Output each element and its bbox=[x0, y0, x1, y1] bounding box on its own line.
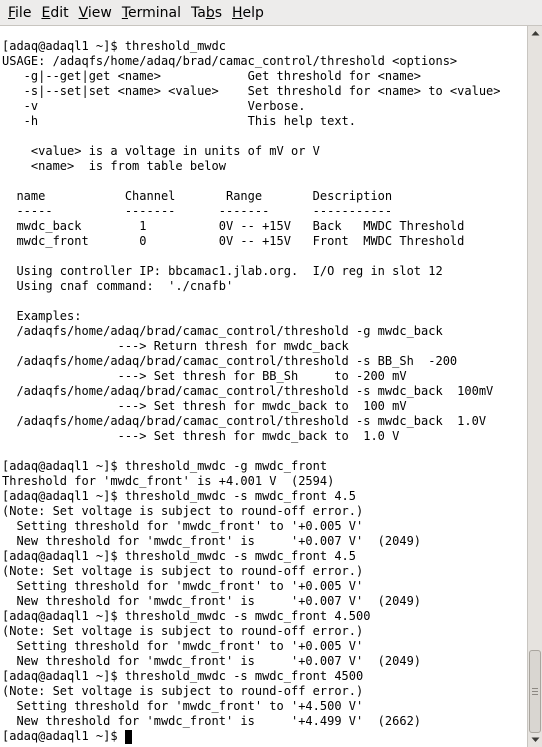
menu-tabs-mnemonic: b bbox=[205, 4, 215, 21]
terminal-line: ---> Set thresh for mwdc_back to 100 mV bbox=[2, 399, 407, 413]
terminal-line: USAGE: /adaqfs/home/adaq/brad/camac_control/threshold <options> bbox=[2, 54, 458, 68]
text-cursor bbox=[125, 730, 132, 744]
terminal-line bbox=[2, 129, 501, 144]
terminal-line: ---> Return thresh for mwdc_back bbox=[2, 339, 349, 353]
terminal-line: New threshold for 'mwdc_front' is '+0.007 V' (2049) bbox=[2, 534, 422, 548]
terminal-line: /adaqfs/home/adaq/brad/camac_control/threshold -s BB_Sh -200 bbox=[2, 354, 458, 368]
terminal-line: [adaq@adaql1 ~]$ threshold_mwdc -g mwdc_front bbox=[2, 459, 328, 473]
terminal-line: (Note: Set voltage is subject to round-off error.) bbox=[2, 624, 364, 638]
terminal-line: (Note: Set voltage is subject to round-off error.) bbox=[2, 564, 364, 578]
terminal-line: ---> Set thresh for mwdc_back to 1.0 V bbox=[2, 429, 400, 443]
terminal-line: [adaq@adaql1 ~]$ threshold_mwdc -s mwdc_front 4500 bbox=[2, 669, 364, 683]
terminal-area[interactable] bbox=[0, 26, 527, 747]
terminal-line: name Channel Range Description bbox=[2, 189, 393, 203]
menu-help-mnemonic: H bbox=[232, 4, 243, 21]
menu-tabs[interactable] bbox=[186, 2, 227, 24]
terminal-line: ---> Set thresh for BB_Sh to -200 mV bbox=[2, 369, 407, 383]
terminal-line: [adaq@adaql1 ~]$ threshold_mwdc -s mwdc_front 4.5 bbox=[2, 549, 357, 563]
terminal-line: mwdc_front 0 0V -- +15V Front MWDC Threshold bbox=[2, 234, 465, 248]
menu-tabs-label-pre: Ta bbox=[191, 4, 206, 21]
terminal-line: <value> is a voltage in units of mV or V bbox=[2, 144, 320, 158]
menu-edit-mnemonic: E bbox=[41, 4, 51, 21]
terminal-line: Threshold for 'mwdc_front' is +4.001 V (2594) bbox=[2, 474, 335, 488]
menu-edit-label: dit bbox=[50, 4, 69, 21]
terminal-line: Examples: bbox=[2, 309, 82, 323]
menu-file-mnemonic: F bbox=[8, 4, 16, 21]
grip-icon bbox=[532, 688, 538, 695]
terminal-line: New threshold for 'mwdc_front' is '+0.007 V' (2049) bbox=[2, 594, 422, 608]
terminal-line: Setting threshold for 'mwdc_front' to '+0.005 V' bbox=[2, 519, 364, 533]
menu-terminal-mnemonic: T bbox=[121, 4, 128, 21]
terminal-line bbox=[2, 174, 501, 189]
scrollbar-thumb[interactable] bbox=[529, 650, 541, 733]
terminal-line: (Note: Set voltage is subject to round-off error.) bbox=[2, 504, 364, 518]
menu-view-mnemonic: V bbox=[78, 4, 88, 21]
terminal-line: -s|--set|set <name> <value> Set threshold for <name> to <value> bbox=[2, 84, 501, 98]
arrow-up-icon[interactable] bbox=[528, 26, 542, 40]
terminal-line: /adaqfs/home/adaq/brad/camac_control/threshold -s mwdc_back 100mV bbox=[2, 384, 494, 398]
terminal-line: ----- ------- ------- ----------- bbox=[2, 204, 393, 218]
menu-view[interactable] bbox=[74, 2, 117, 24]
terminal-line: [adaq@adaql1 ~]$ threshold_mwdc -s mwdc_front 4.5 bbox=[2, 489, 357, 503]
current-prompt-line[interactable] bbox=[2, 729, 501, 744]
terminal-line: -v Verbose. bbox=[2, 99, 306, 113]
terminal-line: Setting threshold for 'mwdc_front' to '+0.005 V' bbox=[2, 639, 364, 653]
terminal-line: /adaqfs/home/adaq/brad/camac_control/threshold -s mwdc_back 1.0V bbox=[2, 414, 487, 428]
terminal-line: Setting threshold for 'mwdc_front' to '+0.005 V' bbox=[2, 579, 364, 593]
terminal-line: [adaq@adaql1 ~]$ threshold_mwdc -s mwdc_front 4.500 bbox=[2, 609, 371, 623]
menu-help[interactable] bbox=[227, 2, 269, 24]
menu-view-label: iew bbox=[87, 4, 112, 21]
terminal-line bbox=[2, 249, 501, 264]
menu-terminal[interactable] bbox=[117, 2, 186, 24]
terminal-line: mwdc_back 1 0V -- +15V Back MWDC Threshold bbox=[2, 219, 465, 233]
terminal-line: [adaq@adaql1 ~]$ threshold_mwdc bbox=[2, 39, 226, 53]
menu-file-label: ile bbox=[15, 4, 32, 21]
menu-file[interactable] bbox=[3, 2, 36, 24]
terminal-line bbox=[2, 444, 501, 459]
terminal-line: <name> is from table below bbox=[2, 159, 226, 173]
menu-terminal-label: erminal bbox=[128, 4, 181, 21]
terminal-line: Using controller IP: bbcamac1.jlab.org. I/O reg in slot 12 bbox=[2, 264, 443, 278]
arrow-down-icon[interactable] bbox=[528, 733, 542, 747]
terminal-line: New threshold for 'mwdc_front' is '+4.499 V' (2662) bbox=[2, 714, 422, 728]
shell-prompt: [adaq@adaql1 ~]$ bbox=[2, 729, 125, 743]
menubar bbox=[0, 0, 542, 26]
vertical-scrollbar[interactable] bbox=[527, 26, 542, 747]
menu-help-label: elp bbox=[242, 4, 264, 21]
terminal-line: New threshold for 'mwdc_front' is '+0.007 V' (2049) bbox=[2, 654, 422, 668]
terminal-output bbox=[2, 39, 501, 744]
terminal-line: /adaqfs/home/adaq/brad/camac_control/threshold -g mwdc_back bbox=[2, 324, 443, 338]
terminal-line: Using cnaf command: './cnafb' bbox=[2, 279, 234, 293]
terminal-line: Setting threshold for 'mwdc_front' to '+4.500 V' bbox=[2, 699, 364, 713]
menu-tabs-label: s bbox=[214, 4, 223, 21]
menu-edit[interactable] bbox=[36, 2, 73, 24]
terminal-line: (Note: Set voltage is subject to round-off error.) bbox=[2, 684, 364, 698]
terminal-line: -g|--get|get <name> Get threshold for <name> bbox=[2, 69, 422, 83]
terminal-line: -h This help text. bbox=[2, 114, 357, 128]
terminal-line bbox=[2, 294, 501, 309]
